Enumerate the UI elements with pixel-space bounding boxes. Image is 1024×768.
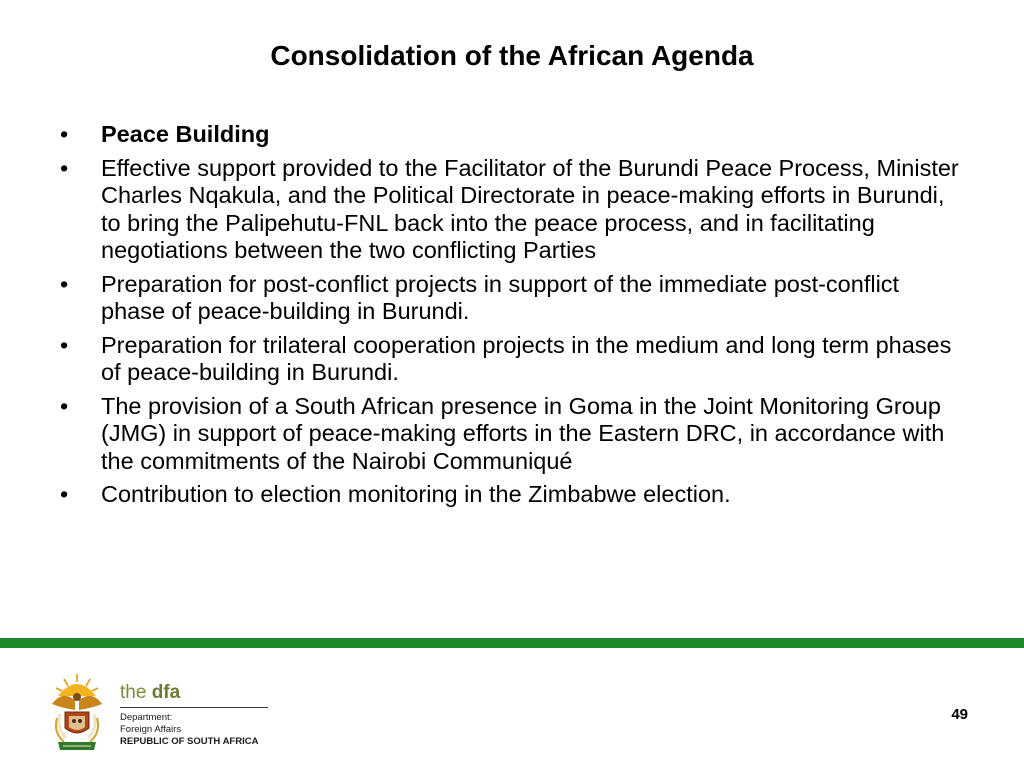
footer-divider-bar	[0, 638, 1024, 648]
bullet-marker: •	[60, 270, 69, 297]
bullet-marker: •	[60, 481, 69, 507]
brand-name: dfa	[151, 682, 181, 703]
bullet-item-burundi-facilitator	[60, 155, 960, 265]
bullet-marker: •	[60, 154, 69, 181]
bullet-item-goma-jmg	[60, 393, 960, 476]
slide-title: Consolidation of the African Agenda	[270, 40, 754, 71]
bullet-marker: •	[60, 392, 69, 419]
bullet-text: Preparation for trilateral cooperation projects in the medium and long term phases of peace-building in Burundi.	[101, 331, 952, 385]
bullet-text: The provision of a South African presence in Goma in the Joint Monitoring Group (JMG) in support of peace-making efforts in the Eastern DRC, in accordance with the commitments of the Nairobi Communiqué	[101, 392, 945, 474]
department-name: Foreign Affairs	[120, 724, 182, 735]
bullet-text: Peace Building	[101, 121, 270, 147]
dfa-logo	[48, 670, 288, 756]
bullet-text: Contribution to election monitoring in the Zimbabwe election.	[101, 481, 731, 507]
brand-divider	[120, 707, 268, 708]
page-number: 49	[951, 706, 968, 723]
bullet-item-post-conflict	[60, 271, 960, 326]
bullet-item-peace-building	[60, 121, 960, 149]
country-name: REPUBLIC OF SOUTH AFRICA	[120, 736, 259, 747]
brand-prefix: the	[120, 682, 147, 703]
coat-of-arms-icon	[48, 670, 106, 754]
bullet-list	[60, 121, 960, 515]
bullet-text: Preparation for post-conflict projects in support of the immediate post-conflict phase of peace-building in Burundi.	[101, 270, 900, 324]
bullet-marker: •	[60, 331, 69, 358]
bullet-text: Effective support provided to the Facilitator of the Burundi Peace Process, Minister Charles Nqakula, and the Political Directorate in peace-making efforts in Burundi, to bring the Palipehutu-FNL back into the peace process, and in facilitating negotiations between the two conflicting Parties	[101, 154, 959, 263]
department-label: Department:	[120, 712, 173, 723]
bullet-item-trilateral	[60, 332, 960, 387]
dfa-brand	[120, 682, 180, 704]
bullet-item-zimbabwe	[60, 481, 960, 509]
bullet-marker: •	[60, 121, 69, 147]
